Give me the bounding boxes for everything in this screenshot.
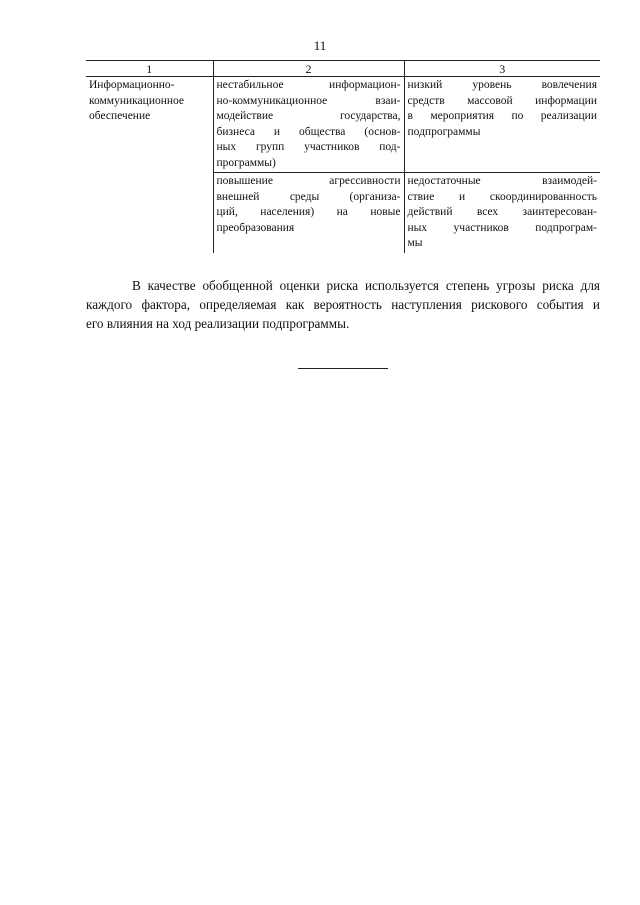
risk-line: преобразования: [216, 221, 295, 234]
paragraph-line: каждого фактора, определяемая как вероятность наступления рискового события и: [86, 297, 600, 312]
risk-line: нестабильное информацион-: [216, 79, 401, 91]
page-number: 11: [313, 38, 327, 53]
risk-line: модействие государства,: [216, 110, 401, 122]
body-paragraph: [86, 276, 600, 333]
risk-cell: [213, 173, 404, 253]
consequence-line: мы: [407, 237, 423, 249]
risk-line: повышение агрессивности: [216, 175, 401, 187]
risk-line: но-коммуникационное взаи-: [216, 94, 401, 107]
paragraph-line: В качестве обобщенной оценки риска используется степень угрозы риска для: [132, 278, 600, 293]
consequence-line: средств массовой информации: [407, 94, 597, 107]
risk-line: ных групп участников под-: [216, 141, 401, 153]
risk-line: программы): [216, 156, 276, 169]
risk-line: бизнеса и общества (основ-: [216, 125, 401, 138]
column-header-2: 2: [213, 61, 404, 77]
consequence-line: подпрограммы: [407, 125, 481, 138]
table-header-row: [86, 61, 600, 77]
category-line: Информационно-: [89, 79, 175, 91]
column-header-1: 1: [86, 61, 213, 77]
consequence-line: в мероприятия по реализации: [407, 110, 597, 122]
section-end-rule: [298, 368, 388, 369]
consequence-line: низкий уровень вовлечения: [407, 79, 597, 91]
table-row: [86, 77, 600, 173]
consequence-line: ствие и скоординированность: [407, 190, 597, 203]
consequence-line: ных участников подпрограм-: [407, 221, 597, 234]
risk-line: ций, населения) на новые: [216, 206, 401, 218]
column-header-3: 3: [404, 61, 600, 77]
risk-cell: [213, 77, 404, 173]
consequence-cell: [404, 77, 600, 173]
category-line: обеспечение: [89, 110, 151, 122]
category-cell: [86, 77, 213, 253]
consequence-cell: [404, 173, 600, 253]
consequence-line: недостаточные взаимодей-: [407, 175, 597, 187]
consequence-line: действий всех заинтересован-: [407, 206, 597, 218]
risk-line: внешней среды (организа-: [216, 190, 401, 203]
category-line: коммуникационное: [89, 94, 185, 107]
risk-table: [86, 60, 600, 253]
paragraph-line: его влияния на ход реализации подпрограммы.: [86, 316, 350, 331]
